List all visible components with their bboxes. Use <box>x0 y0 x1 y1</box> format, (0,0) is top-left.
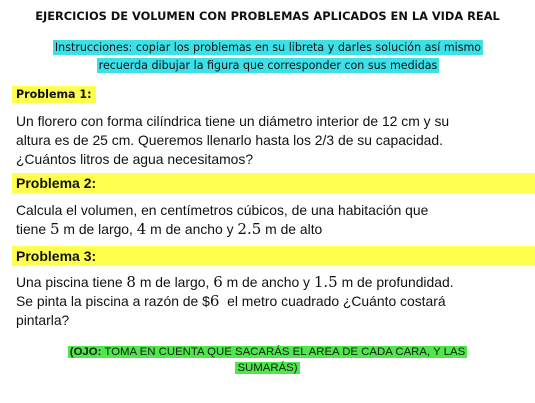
problem-1-line-2: altura es de 25 cm. Queremos llenarlo hasta los 2/3 de su capacidad. <box>16 132 443 148</box>
problem-3-line-3: pintarla? <box>16 312 70 328</box>
instructions-block <box>13 39 523 75</box>
room-height: 2.5 <box>237 220 262 238</box>
problem-1-text <box>16 112 526 169</box>
problem-1-heading: Problema 1: <box>12 86 96 103</box>
problem-3-line-2: Se pinta la piscina a razón de $6 el metro cuadrado ¿Cuánto costará <box>16 292 446 310</box>
problem-1-line-3: ¿Cuántos litros de agua necesitamos? <box>16 151 254 167</box>
paint-price: 6 <box>209 292 220 310</box>
room-length: 5 <box>49 220 60 238</box>
problem-2-heading: Problema 2: <box>12 173 535 193</box>
note-block <box>12 344 523 376</box>
problem-3-line-1: Una piscina tiene 8 m de largo, 6 m de ancho y 1.5 m de profundidad. <box>16 273 454 291</box>
problem-1-line-1: Un florero con forma cilíndrica tiene un diámetro interior de 12 cm y su <box>16 113 450 129</box>
problem-2-text <box>16 201 526 239</box>
problem-2-line-1: Calcula el volumen, en centímetros cúbicos, de una habitación que <box>16 202 429 218</box>
pool-width: 6 <box>213 273 223 291</box>
page-title: EJERCICIOS DE VOLUMEN CON PROBLEMAS APLICADOS EN LA VIDA REAL <box>35 9 500 23</box>
instructions-line-2: recuerda dibujar la figura que corresponder con sus medidas <box>98 59 438 72</box>
note-line-2: SUMARÁS) <box>237 362 298 374</box>
pool-depth: 1.5 <box>313 273 338 291</box>
problem-3-text <box>16 273 526 330</box>
pool-length: 8 <box>126 273 136 291</box>
problem-3-heading: Problema 3: <box>12 246 535 266</box>
room-width: 4 <box>136 220 147 238</box>
problem-2-line-2: tiene 5 m de largo, 4 m de ancho y 2.5 m de alto <box>16 220 323 238</box>
note-line-1: (OJO: TOMA EN CUENTA QUE SACARÁS EL AREA DE CADA CARA, Y LAS <box>69 346 466 358</box>
instructions-line-1: Instrucciones: copiar los problemas en su libreta y darles solución así mismo <box>54 41 482 54</box>
